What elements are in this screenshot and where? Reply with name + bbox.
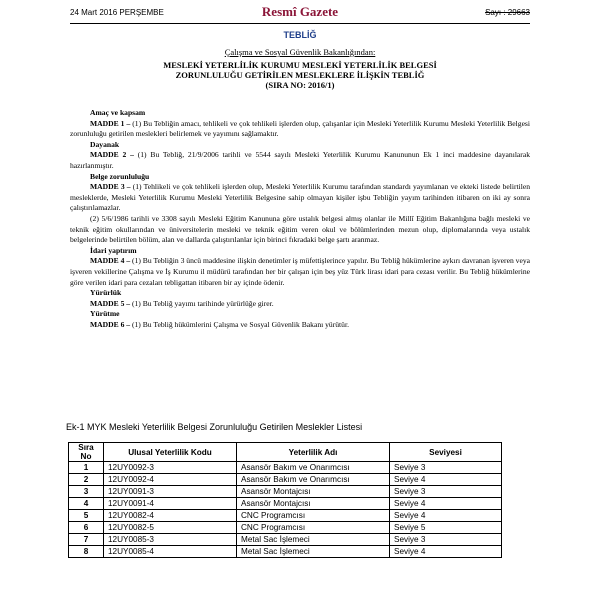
title-line: MESLEKİ YETERLİLİK KURUMU MESLEKİ YETERLİLİK BELGESİ xyxy=(163,60,437,70)
table-cell: 6 xyxy=(69,522,104,534)
article-text: (1) Bu Tebliğin 3 üncü maddesine ilişkin denetimler iş müfettişlerince yapılır. Bu Tebliğ hükümlerine aykırı davranan işveren veya işveren vekillerine Çalışma ve İş Kurumu il müdürü tarafından her bir çalışan için beş yüz Türk lirası idari para cezası verilir. Bu Tebliğ hükümlerine göre verilen idari para cezaları tebligattan itibaren bir ay içinde ödenir. xyxy=(70,256,530,287)
table-cell: Seviye 4 xyxy=(390,498,502,510)
article-number: MADDE 4 – xyxy=(90,256,131,266)
table-cell: Metal Sac İşlemeci xyxy=(237,534,390,546)
table-cell: 5 xyxy=(69,510,104,522)
column-header: Sıra No xyxy=(69,443,104,462)
article-text: (1) Bu Tebliğ hükümlerini Çalışma ve Sosyal Güvenlik Bakanı yürütür. xyxy=(130,319,349,329)
gazette-title: Resmî Gazete xyxy=(261,4,339,19)
table-cell: 12UY0082-5 xyxy=(104,522,237,534)
column-header: Yeterlilik Adı xyxy=(237,443,390,462)
table-cell: Asansör Bakım ve Onarımcısı xyxy=(237,474,390,486)
document-body xyxy=(70,108,530,330)
table-row xyxy=(69,522,502,534)
article-text: (1) Bu Tebliğ yayımı tarihinde yürürlüğe girer. xyxy=(130,298,274,308)
article-paragraph xyxy=(70,119,530,140)
table-row xyxy=(69,486,502,498)
article-text: (1) Bu Tebliğin amacı, tehlikeli ve çok tehlikeli işlerden olup, çalışanlar için Mesleki Yeterlilik Kurumu Mesleki Yeterlilik Belgesi zorunluluğu getirilen meslekleri belirlemek ve yayımını sağlamaktır. xyxy=(70,118,531,139)
section-heading: Amaç ve kapsam xyxy=(90,108,146,117)
table-cell: 12UY0091-4 xyxy=(104,498,237,510)
section-heading: Dayanak xyxy=(90,139,120,149)
article-paragraph xyxy=(70,214,530,246)
table-row xyxy=(69,510,502,522)
section-heading: Yürürlük xyxy=(90,288,122,298)
gazette-header xyxy=(70,4,530,22)
table-cell: 4 xyxy=(69,498,104,510)
table-cell: Seviye 4 xyxy=(390,474,502,486)
article-paragraph xyxy=(70,182,530,214)
table-cell: Seviye 5 xyxy=(390,522,502,534)
table-cell: CNC Programcısı xyxy=(237,522,390,534)
table-cell: Asansör Bakım ve Onarımcısı xyxy=(237,462,390,474)
table-header-row xyxy=(69,443,502,462)
article-number: MADDE 6 – xyxy=(90,319,131,329)
document-type: TEBLİĞ xyxy=(283,30,317,40)
article-number: MADDE 1 – xyxy=(90,118,131,128)
table-cell: Metal Sac İşlemeci xyxy=(237,546,390,558)
document-title xyxy=(70,60,530,90)
column-header: Ulusal Yeterlilik Kodu xyxy=(104,443,237,462)
table-cell: Seviye 3 xyxy=(390,486,502,498)
table-row xyxy=(69,498,502,510)
issue-number: Sayı : 29663 xyxy=(485,8,530,17)
table-cell: 12UY0092-4 xyxy=(104,474,237,486)
table-cell: 12UY0092-3 xyxy=(104,462,237,474)
article-paragraph xyxy=(70,150,530,171)
table-row xyxy=(69,462,502,474)
table-cell: Asansör Montajcısı xyxy=(237,498,390,510)
table-cell: 1 xyxy=(69,462,104,474)
article-text: (1) Tehlikeli ve çok tehlikeli işlerden olup, Mesleki Yeterlilik Kurumu tarafından standardı yayımlanan ve ekteki listede belirtilen mesleklerde, Mesleki Yeterlilik Kurumu Mesleki Yeterlilik Belgesine sahip olmayan kişiler işbu Tebliğin yayım tarihinden itibaren on iki ay sonra çalıştırılamazlar. xyxy=(70,182,530,213)
table-cell: 2 xyxy=(69,474,104,486)
issuing-ministry: Çalışma ve Sosyal Güvenlik Bakanlığından: xyxy=(224,47,376,57)
article-number: MADDE 2 – xyxy=(90,150,134,160)
table-row xyxy=(69,546,502,558)
table-cell: Seviye 4 xyxy=(390,510,502,522)
table-cell: 12UY0082-4 xyxy=(104,510,237,522)
table-cell: Seviye 3 xyxy=(390,534,502,546)
article-number: MADDE 3 – xyxy=(90,182,131,192)
table-cell: 7 xyxy=(69,534,104,546)
header-divider xyxy=(70,23,530,24)
occupations-table xyxy=(68,442,502,558)
table-cell: 12UY0091-3 xyxy=(104,486,237,498)
table-row xyxy=(69,534,502,546)
article-paragraph xyxy=(70,299,530,310)
section-heading: Yürütme xyxy=(90,309,120,319)
header-date: 24 Mart 2016 PERŞEMBE xyxy=(70,8,164,17)
article-text: (1) Bu Tebliğ, 21/9/2006 tarihli ve 5544 sayılı Mesleki Yeterlilik Kurumu Kanununun Ek 1 inci maddesine dayanılarak hazırlanmıştır. xyxy=(70,150,530,170)
table-row xyxy=(69,474,502,486)
article-paragraph xyxy=(70,256,530,288)
article-number: MADDE 5 – xyxy=(90,298,131,308)
table-cell: Seviye 4 xyxy=(390,546,502,558)
title-line: (SIRA NO: 2016/1) xyxy=(265,80,335,90)
article-text: (2) 5/6/1986 tarihli ve 3308 sayılı Mesleki Eğitim Kanununa göre ustalık belgesi almış olanlar ile Millî Eğitim Bakanlığına bağlı mesleki ve teknik eğitim okullarından ve üniversitelerin mesleki ve teknik eğitim veren okul ve bölümlerinden mezun olup, diplomalarında veya ustalık belgelerinde belirtilen bölüm, alan ve dallarda çalıştırılanlar için birinci fıkradaki belge şartı aranmaz. xyxy=(70,213,530,245)
title-line: ZORUNLULUĞU GETİRİLEN MESLEKLERE İLİŞKİN TEBLİĞ xyxy=(175,70,425,80)
table-cell: 8 xyxy=(69,546,104,558)
column-header: Seviyesi xyxy=(390,443,502,462)
table-caption: Ek-1 MYK Mesleki Yeterlilik Belgesi Zorunluluğu Getirilen Meslekler Listesi xyxy=(66,422,363,432)
table-cell: Seviye 3 xyxy=(390,462,502,474)
article-paragraph xyxy=(70,320,530,331)
table-cell: Asansör Montajcısı xyxy=(237,486,390,498)
table-cell: 12UY0085-4 xyxy=(104,546,237,558)
section-heading: İdari yaptırım xyxy=(90,245,137,255)
table-cell: 12UY0085-3 xyxy=(104,534,237,546)
table-cell: 3 xyxy=(69,486,104,498)
table-cell: CNC Programcısı xyxy=(237,510,390,522)
section-heading: Belge zorunluluğu xyxy=(90,171,150,181)
